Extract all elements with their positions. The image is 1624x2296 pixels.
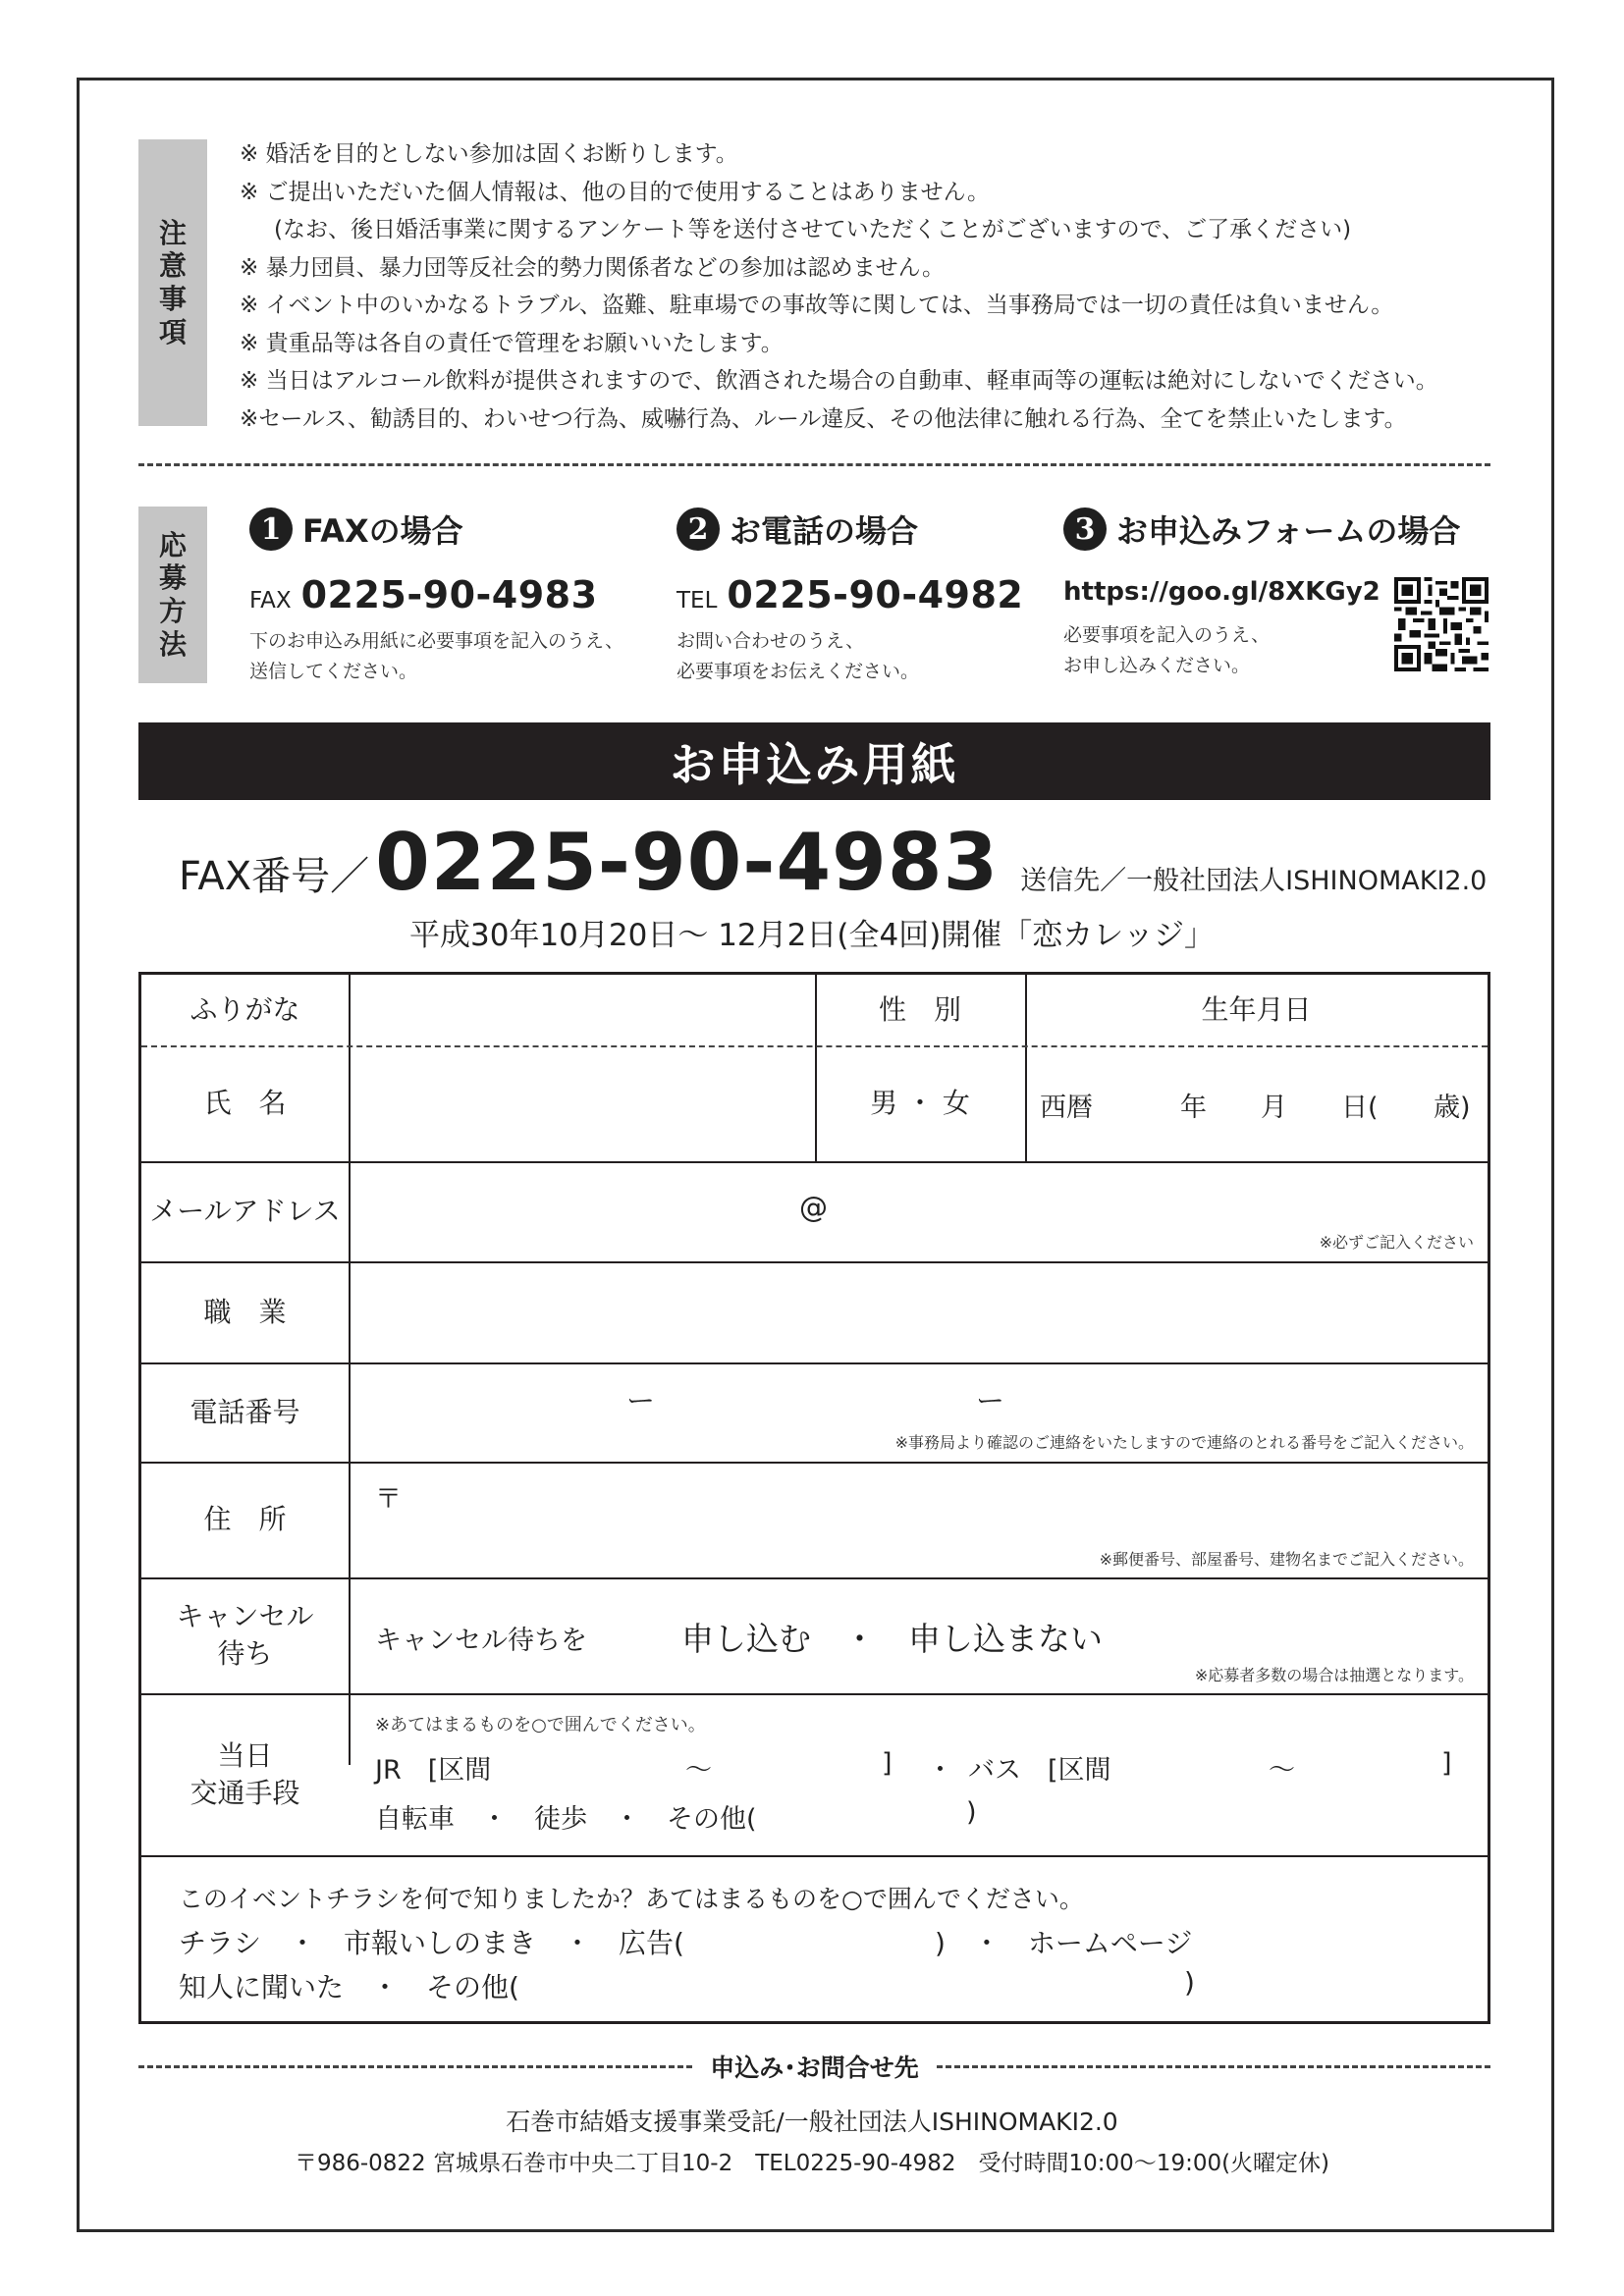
name-label: 氏 名 <box>203 1087 287 1120</box>
cancel-label <box>141 1577 349 1693</box>
transport-other-close: ) <box>966 1797 977 1828</box>
transport-jr[interactable]: JR [区間 <box>375 1755 492 1786</box>
qr-code-icon[interactable] <box>1394 577 1489 671</box>
method-fax-desc: 送信してください。 <box>249 661 418 682</box>
footer-address: 〒986-0822 宮城県石巻市中央二丁目10-2 TEL0225-90-4982 受付時間10:00～19:00(火曜定休) <box>294 2151 1330 2176</box>
postal-mark: 〒 <box>375 1484 402 1515</box>
method-fax-desc: 下のお申込み用紙に必要事項を記入のうえ、 <box>249 630 624 652</box>
source-question: このイベントチラシを何で知りましたか？あてはまるものを○で囲んでください。 <box>179 1885 1084 1913</box>
number-two-icon: 2 <box>677 507 720 551</box>
cancel-label-line: 待ち <box>217 1637 273 1670</box>
notes-tab-char: 注 <box>158 216 187 249</box>
cancel-choice[interactable]: 申し込む ・ 申し込まない <box>681 1620 1103 1658</box>
application-form <box>138 972 1490 2024</box>
footer-organization: 石巻市結婚支援事業受託/一般社団法人ISHINOMAKI2.0 <box>506 2108 1118 2136</box>
table-divider <box>141 1855 1488 1857</box>
form-banner: お申込み用紙 <box>138 722 1490 800</box>
tel-number[interactable]: 0225-90-4982 <box>727 573 1024 616</box>
fax-destination: 送信先／一般社団法人ISHINOMAKI2.0 <box>1020 866 1488 896</box>
section-divider <box>138 463 1490 466</box>
table-divider <box>349 975 351 1765</box>
note-item: ※ 貴重品等は各自の責任で管理をお願いいたします。 <box>240 330 784 356</box>
job-label: 職 業 <box>203 1295 287 1328</box>
method-tab-char: 法 <box>158 627 187 661</box>
fax-label: FAX番号／ <box>179 854 370 899</box>
fax-line <box>179 817 1487 908</box>
source-options-2b: ) <box>1184 1966 1195 1999</box>
note-item: ※ 婚活を目的としない参加は固くお断りします。 <box>240 141 738 167</box>
method-fax <box>249 507 623 687</box>
method-tab-char: 募 <box>158 561 187 595</box>
birthday-header: 生年月日 <box>1201 993 1312 1027</box>
name-field[interactable] <box>353 1051 811 1157</box>
furigana-field[interactable] <box>353 979 811 1043</box>
birthday-age: 歳) <box>1434 1093 1471 1123</box>
birthday-era: 西暦 <box>1040 1093 1093 1123</box>
notes-tab-char: 事 <box>158 283 187 315</box>
method-phone-desc: お問い合わせのうえ、 <box>677 630 865 652</box>
note-item: ※ 当日はアルコール飲料が提供されますので、飲酒された場合の自動車、軽車両等の運転は絶対にしないでください。 <box>240 368 1438 394</box>
phone-note: ※事務局より確認のご連絡をいたしますので連絡のとれる番号をご記入ください。 <box>894 1433 1474 1452</box>
transport-bracket: ] <box>1441 1748 1452 1779</box>
gender-header: 性 別 <box>878 993 961 1027</box>
form-url-link[interactable]: https://goo.gl/8XKGy2 <box>1063 577 1380 607</box>
method-tab-char: 応 <box>158 528 187 561</box>
footer-heading-row <box>138 2047 1490 2086</box>
transport-tilde: ～ <box>685 1755 712 1786</box>
note-item: ※ イベント中のいかなるトラブル、盗難、駐車場での事故等に関しては、当事務局では一切の責任は負いません。 <box>240 293 1394 318</box>
job-field[interactable] <box>353 1265 1483 1359</box>
source-options-1[interactable]: チラシ ・ 市報いしのまき ・ 広告( <box>179 1927 684 1959</box>
method-fax-title: FAXの場合 <box>302 512 463 550</box>
address-label: 住 所 <box>203 1503 287 1536</box>
note-item: ※ ご提出いただいた個人情報は、他の目的で使用することはありません。 <box>240 179 990 205</box>
email-note: ※必ずご記入ください <box>1319 1233 1474 1252</box>
birthday-year: 年 <box>1180 1093 1207 1123</box>
gender-options[interactable]: 男 ・ 女 <box>870 1087 970 1120</box>
transport-bracket: ] <box>882 1748 893 1779</box>
method-phone-title: お電話の場合 <box>730 512 919 550</box>
fax-number-large[interactable]: 0225-90-4983 <box>375 817 1000 908</box>
footer-heading: 申込み･お問合せ先 <box>710 2054 919 2082</box>
cancel-label-line: キャンセル <box>176 1600 314 1633</box>
event-schedule: 平成30年10月20日～ 12月2日(全4回)開催「恋カレッジ」 <box>409 918 1215 953</box>
transport-note: ※あてはまるものを○で囲んでください。 <box>375 1715 706 1735</box>
fax-prefix: FAX <box>249 588 292 614</box>
furigana-label: ふりがな <box>189 993 300 1027</box>
cancel-note: ※応募者多数の場合は抽選となります。 <box>1194 1666 1474 1684</box>
phone-dash: ー <box>626 1384 656 1417</box>
notes-tab-char: 意 <box>158 249 187 283</box>
address-note: ※郵便番号、部屋番号、建物名までご記入ください。 <box>1099 1550 1474 1569</box>
source-options-1b[interactable]: ) ・ ホームページ <box>935 1927 1193 1959</box>
transport-tilde: ～ <box>1269 1755 1295 1786</box>
number-one-icon: 1 <box>249 507 293 551</box>
transport-other[interactable]: 自転車 ・ 徒歩 ・ その他( <box>375 1804 757 1835</box>
transport-label-line: 交通手段 <box>189 1776 300 1809</box>
method-web-title: お申込みフォームの場合 <box>1116 512 1461 550</box>
method-phone <box>677 507 1023 687</box>
notes-list <box>240 135 1516 438</box>
notes-tab-char: 項 <box>158 315 187 348</box>
email-at-sign: @ <box>799 1191 828 1224</box>
email-label: メールアドレス <box>149 1195 341 1228</box>
source-options-2[interactable]: 知人に聞いた ・ その他( <box>179 1971 519 2003</box>
birthday-day: 日( <box>1341 1093 1379 1123</box>
method-web-desc: 必要事項を記入のうえ、 <box>1063 624 1271 646</box>
method-tab <box>138 507 207 683</box>
method-phone-desc: 必要事項をお伝えください。 <box>677 661 920 682</box>
method-tab-char: 方 <box>158 595 187 627</box>
note-item: ※ 暴力団員、暴力団等反社会的勢力関係者などの参加は認めません。 <box>240 254 945 281</box>
method-web-desc: お申し込みください。 <box>1063 655 1251 676</box>
note-item: (なお、後日婚活事業に関するアンケート等を送付させていただくことがございますので、ご了承ください) <box>274 217 1352 242</box>
phone-label: 電話番号 <box>189 1395 300 1428</box>
footer-divider <box>937 2065 1490 2068</box>
transport-label <box>141 1693 349 1855</box>
number-three-icon: 3 <box>1063 507 1107 551</box>
note-item: ※セールス、勧誘目的、わいせつ行為、威嚇行為、ルール違反、その他法律に触れる行為、全てを禁止いたします。 <box>240 405 1407 432</box>
phone-dash: ー <box>976 1384 1005 1417</box>
notes-tab <box>138 139 207 426</box>
transport-bus[interactable]: バス [区間 <box>968 1755 1111 1786</box>
transport-separator: ・ <box>927 1755 953 1786</box>
birthday-month: 月 <box>1261 1093 1287 1123</box>
tel-prefix: TEL <box>677 588 718 614</box>
cancel-prompt: キャンセル待ちを <box>375 1626 587 1656</box>
fax-number[interactable]: 0225-90-4983 <box>300 573 598 616</box>
transport-label-line: 当日 <box>217 1738 273 1772</box>
footer-divider <box>138 2065 692 2068</box>
